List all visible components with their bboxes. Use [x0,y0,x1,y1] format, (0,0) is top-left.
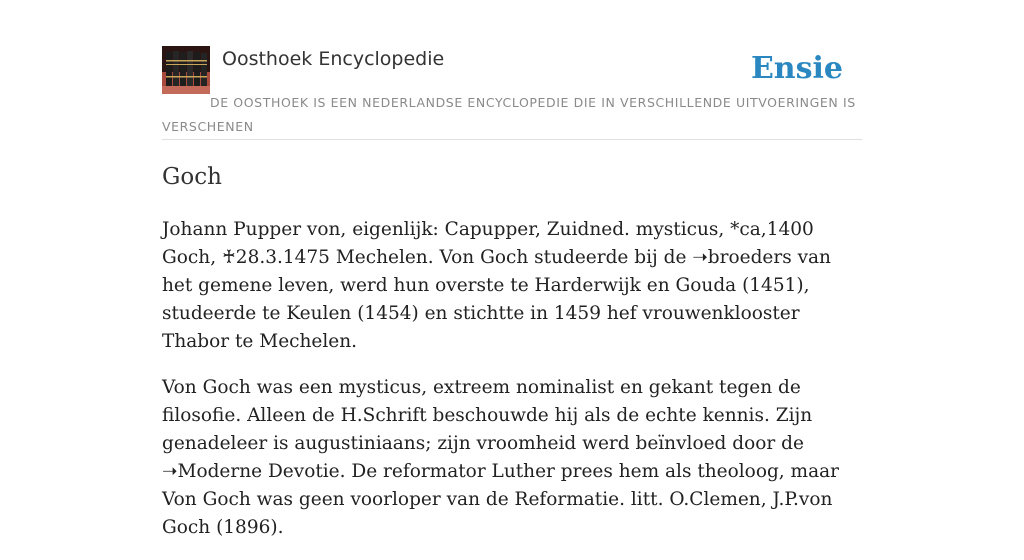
site-header [162,46,862,140]
books-icon [162,46,210,94]
entry-content [162,216,862,560]
encyclopedia-books-avatar[interactable] [162,46,210,94]
entry-paragraph-2: Von Goch was een mysticus, extreem nominalist en gekant tegen de filosofie. Alleen de H.Schrift beschouwde hij als de echte kennis. Zijn genadeleer is augustiniaans; zijn vroomheid werd beïnvloed door de ➝Moderne Devotie. De reformator Luther prees hem als theoloog, maar Von Goch was geen voorloper van de Reformatie. litt. O.Clemen, J.P.von Goch (1896). [162,377,840,538]
ensie-logo-link[interactable]: Ensie [750,51,843,86]
entry-title: Goch [162,164,222,190]
encyclopedia-description: DE OOSTHOEK IS EEN NEDERLANDSE ENCYCLOPEDIE DIE IN VERSCHILLENDE UITVOERINGEN IS VERSCHENEN [162,95,856,134]
entry-paragraph-1: Johann Pupper von, eigenlijk: Capupper, Zuidned. mysticus, *ca,1400 Goch, ♰28.3.1475 Mechelen. Von Goch studeerde bij de ➝broeders van het gemene leven, werd hun overste te Harderwijk en Gouda (1451), studeerde te Keulen (1454) en stichtte in 1459 hef vrouwenklooster Thabor te Mechelen. [162,219,831,352]
site-title[interactable]: Oosthoek Encyclopedie [222,48,445,70]
page [162,46,862,538]
